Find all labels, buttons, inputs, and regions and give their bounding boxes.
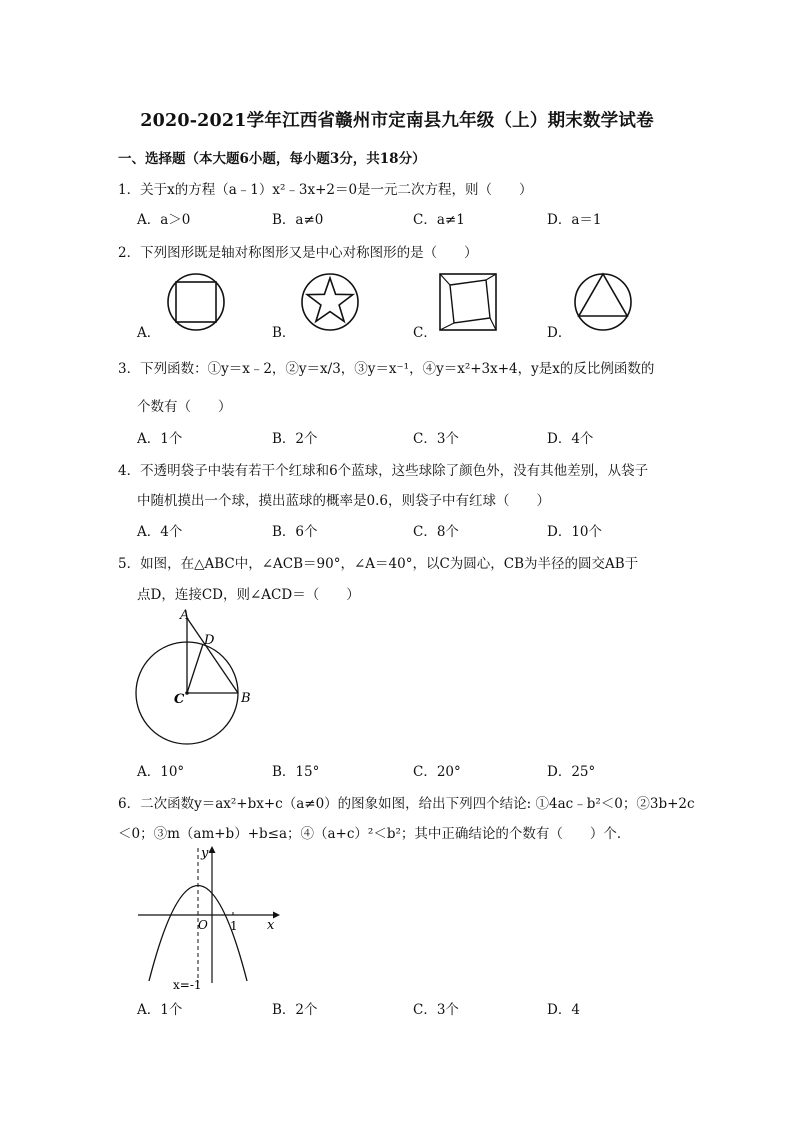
question-5-stem-line-1: 5．如图，在△ABC中，∠ACB＝90°，∠A＝40°，以C为圆心，CB为半径的圆交AB于 (118, 556, 639, 572)
label-d: D (204, 633, 215, 648)
section-heading: 一、选择题（本大题6小题，每小题3分，共18分） (118, 151, 426, 167)
q2-option-b: B． (272, 325, 296, 341)
q6-option-a: A．1个 (137, 1002, 183, 1018)
center-point (185, 691, 189, 695)
figure-square-pinwheel (436, 270, 500, 334)
q4-option-c: C．8个 (413, 524, 459, 540)
q2-option-c: C． (413, 325, 437, 341)
question-5-stem-line-2: 点D，连接CD，则∠ACD＝（ ） (137, 587, 360, 603)
q1-option-a: A．a＞0 (137, 212, 191, 228)
inner-star (307, 278, 353, 321)
q6-option-b: B．2个 (272, 1002, 318, 1018)
q4-option-b: B．6个 (272, 524, 318, 540)
question-1-stem: 1．关于x的方程（a﹣1）x²﹣3x+2＝0是一元二次方程，则（ ） (118, 182, 533, 198)
question-4-stem-line-2: 中随机摸出一个球，摸出蓝球的概率是0.6，则袋子中有红球（ ） (137, 493, 550, 509)
corner-line (486, 274, 496, 280)
corner-line (440, 274, 450, 285)
q3-option-b: B．2个 (272, 431, 318, 447)
q5-option-d: D．25° (547, 764, 596, 780)
figure-circle-star (299, 271, 361, 333)
label-one: 1 (230, 919, 238, 933)
segment-ab (187, 618, 238, 693)
label-x: x (267, 918, 275, 933)
outer-circle (575, 274, 631, 330)
q6-option-c: C．3个 (413, 1002, 459, 1018)
label-c: C (174, 692, 185, 707)
question-3-stem-line-2: 个数有（ ） (137, 399, 232, 415)
inner-square (176, 282, 216, 322)
q1-option-c: C．a≠1 (413, 212, 465, 228)
outer-circle (302, 274, 358, 330)
figure-triangle-circle (130, 604, 260, 754)
q1-option-b: B．a≠0 (272, 212, 324, 228)
q1-option-d: D．a＝1 (547, 212, 602, 228)
question-3-stem-line-1: 3．下列函数：①y＝x﹣2，②y＝x/3，③y＝x⁻¹，④y＝x²+3x+4，y是x的反比例函数的 (118, 361, 655, 377)
question-6-stem-line-2: ＜0；③m（am+b）+b≤a；④（a+c）²＜b²；其中正确结论的个数有（ ）个． (118, 826, 631, 842)
q5-option-a: A．10° (137, 764, 185, 780)
question-2-stem: 2．下列图形既是轴对称图形又是中心对称图形的是（ ） (118, 245, 478, 261)
segment-cd (187, 644, 203, 693)
label-origin: O (198, 918, 208, 932)
q4-option-a: A．4个 (137, 524, 183, 540)
label-y: y (201, 846, 209, 861)
inner-tilted-square (450, 280, 490, 323)
label-b: B (241, 691, 251, 706)
question-6-stem-line-1: 6．二次函数y＝ax²+bx+c（a≠0）的图象如图，给出下列四个结论: ①4ac﹣b²＜0；②3b+2c (118, 796, 695, 812)
figure-circle-square (165, 271, 227, 333)
q2-option-a: A． (137, 325, 161, 341)
corner-line (440, 323, 454, 330)
q4-option-d: D．10个 (547, 524, 603, 540)
q3-option-d: D．4个 (547, 431, 594, 447)
y-axis-arrow (209, 846, 216, 853)
q6-option-d: D．4 (547, 1002, 580, 1018)
q3-option-a: A．1个 (137, 431, 183, 447)
figure-parabola (135, 843, 285, 993)
label-axis-of-symmetry: x=-1 (173, 978, 202, 992)
exam-title: 2020-2021学年江西省赣州市定南县九年级（上）期末数学试卷 (140, 111, 654, 131)
q5-option-c: C．20° (413, 764, 461, 780)
corner-line (490, 318, 496, 330)
figure-circle-triangle (572, 271, 634, 333)
q5-option-b: B．15° (272, 764, 320, 780)
question-4-stem-line-1: 4．不透明袋子中装有若干个红球和6个蓝球，这些球除了颜色外，没有其他差别，从袋子 (118, 463, 649, 479)
q3-option-c: C．3个 (413, 431, 459, 447)
q2-option-d: D． (547, 325, 572, 341)
label-a: A (180, 608, 190, 623)
